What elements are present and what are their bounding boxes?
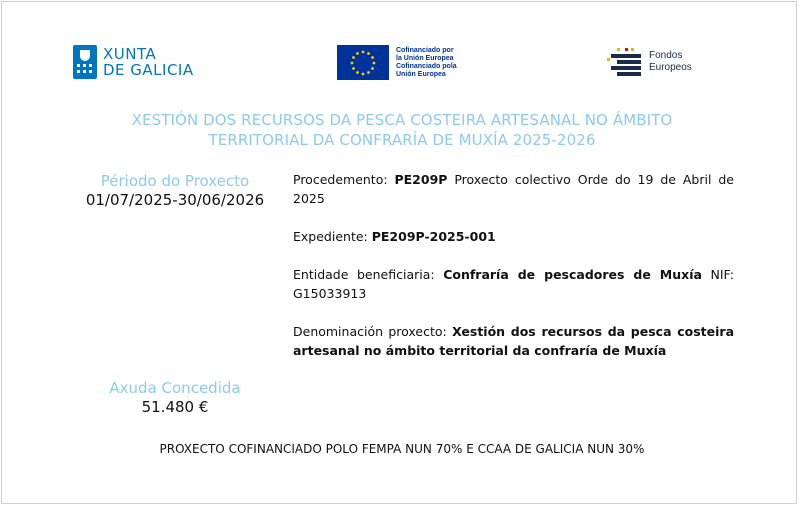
project-poster [1,1,797,504]
eu-logo-line2: la Unión Europea [396,54,454,62]
fondos-logo-line2: Europeos [649,62,692,73]
eu-cofinanced-logo [337,45,457,80]
fondos-logo-line1: Fondos [649,50,683,61]
fondos-europeos-flag-icon [603,46,643,78]
procedure-row [293,170,734,208]
fondos-europeos-logo [603,46,692,78]
beneficiary-nif: NIF: G15033913 [293,267,734,301]
procedure-code: PE209P [394,172,448,187]
project-period-value: 01/07/2025-30/06/2026 [85,191,265,209]
fondos-logo-text [649,50,692,74]
beneficiary-value: Confraría de pescadores de Muxía [443,267,702,282]
eu-logo-line4: Unión Europea [396,70,446,78]
xunta-logo-line2: DE GALICIA [103,61,194,79]
project-name-row [293,322,734,360]
granted-aid [65,379,285,417]
eu-flag-icon [337,45,389,80]
procedure-label: Procedemento: [293,172,395,187]
eu-logo-line3: Cofinanciado pola [396,62,457,70]
eu-logo-text [396,47,457,79]
file-label: Expediente: [293,229,372,244]
granted-aid-label: Axuda Concedida [109,379,241,397]
project-period [65,172,285,210]
procedure-text: Proxecto colectivo Orde do 19 de Abril de 2025 [293,172,734,206]
beneficiary-row [293,265,734,303]
project-name-value: Xestión dos recursos da pesca costeira artesanal no ámbito territorial da confraría de Muxía [293,324,734,358]
project-title-line2: TERRITORIAL DA CONFRARÍA DE MUXÍA 2025-2026 [208,131,596,149]
xunta-logo-text [103,46,194,78]
cofinancing-statement: PROXECTO COFINANCIADO POLO FEMPA NUN 70% E CCAA DE GALICIA NUN 30% [159,442,645,456]
granted-aid-value: 51.480 € [141,398,209,416]
xunta-de-galicia-logo [73,45,194,79]
file-value: PE209P-2025-001 [371,229,496,244]
beneficiary-label: Entidade beneficiaria: [293,267,444,282]
eu-logo-line1: Cofinanciado por [396,46,454,54]
project-name-label: Denominación proxecto: [293,324,453,339]
xunta-logo-line1: XUNTA [103,45,157,63]
galicia-coat-of-arms-icon [73,45,97,79]
file-row [293,227,734,246]
project-title [62,110,742,150]
project-period-label: Périodo do Proxecto [100,172,250,190]
project-title-line1: XESTIÓN DOS RECURSOS DA PESCA COSTEIRA ARTESANAL NO ÁMBITO [131,111,673,129]
project-details [293,170,734,379]
